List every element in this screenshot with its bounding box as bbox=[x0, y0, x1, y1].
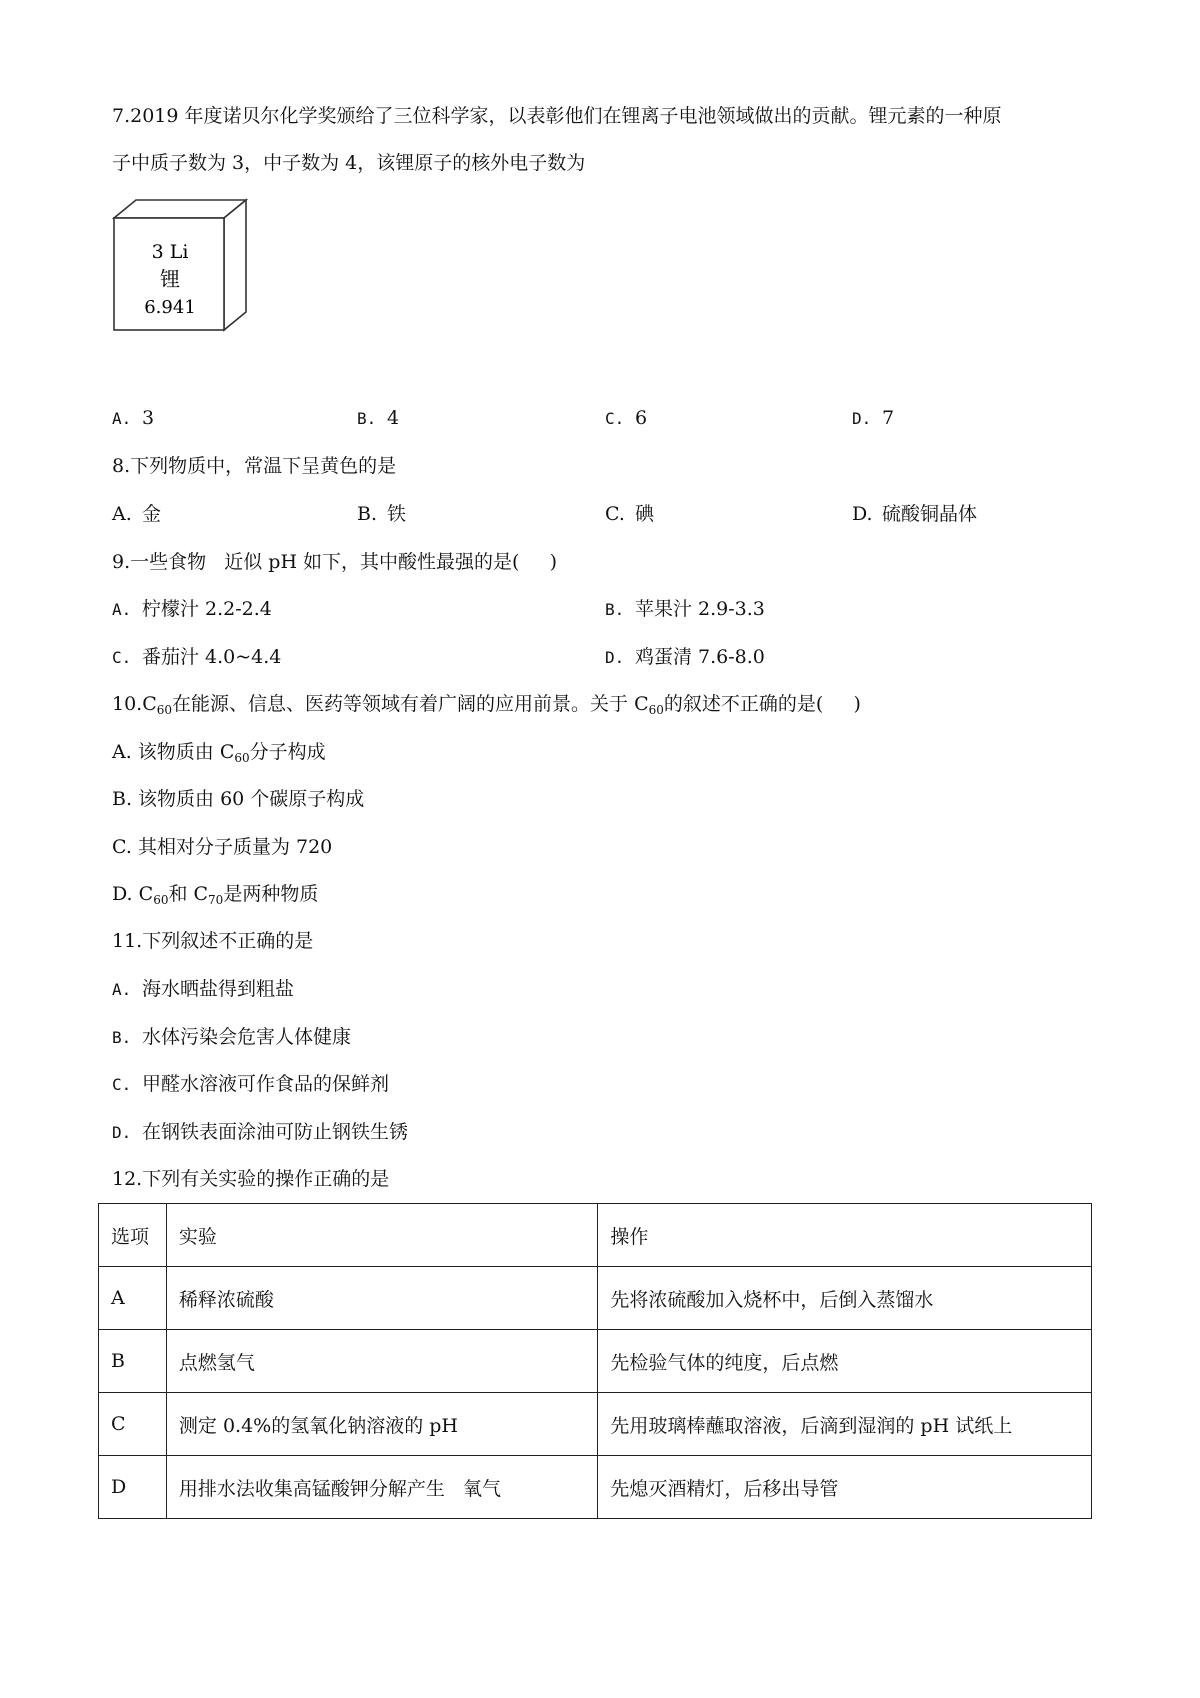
row-option: B bbox=[99, 1330, 167, 1393]
table-header-row bbox=[99, 1204, 1092, 1267]
q11-option-c[interactable]: C. 甲醛水溶液可作食品的保鲜剂 bbox=[112, 1073, 390, 1095]
row-experiment: 用排水法收集高锰酸钾分解产生 氧气 bbox=[166, 1456, 597, 1519]
q7-option-c[interactable]: C. 6 bbox=[605, 407, 648, 429]
q8-option-b[interactable]: B. 铁 bbox=[357, 503, 407, 525]
q7-option-b[interactable]: B. 4 bbox=[357, 407, 400, 429]
q9-option-a[interactable]: A. 柠檬汁 2.2-2.4 bbox=[112, 598, 272, 620]
row-option: D bbox=[99, 1456, 167, 1519]
q7-stem-line2: 子中质子数为 3，中子数为 4，该锂原子的核外电子数为 bbox=[112, 152, 586, 174]
row-experiment: 测定 0.4%的氢氧化钠溶液的 pH bbox=[166, 1393, 597, 1456]
q10-option-c[interactable]: C. 其相对分子质量为 720 bbox=[112, 836, 333, 858]
row-option: C bbox=[99, 1393, 167, 1456]
q11-stem: 11.下列叙述不正确的是 bbox=[112, 930, 314, 952]
table-row[interactable] bbox=[99, 1456, 1092, 1519]
element-mass: 6.941 bbox=[144, 297, 196, 318]
lithium-element-cube bbox=[108, 196, 253, 336]
q9-option-c[interactable]: C. 番茄汁 4.0~4.4 bbox=[112, 646, 282, 668]
q9-option-d[interactable]: D. 鸡蛋清 7.6-8.0 bbox=[605, 646, 765, 668]
table-row[interactable] bbox=[99, 1393, 1092, 1456]
header-option: 选项 bbox=[99, 1204, 167, 1267]
q12-stem: 12.下列有关实验的操作正确的是 bbox=[112, 1168, 390, 1190]
q7-option-a[interactable]: A. 3 bbox=[112, 407, 155, 429]
q7-option-d[interactable]: D. 7 bbox=[852, 407, 895, 429]
row-experiment: 点燃氢气 bbox=[166, 1330, 597, 1393]
q8-stem: 8.下列物质中，常温下呈黄色的是 bbox=[112, 455, 397, 477]
element-name: 锂 bbox=[160, 267, 180, 291]
q10-option-b[interactable]: B. 该物质由 60 个碳原子构成 bbox=[112, 788, 365, 810]
experiment-table bbox=[98, 1203, 1092, 1519]
row-experiment: 稀释浓硫酸 bbox=[166, 1267, 597, 1330]
row-option: A bbox=[99, 1267, 167, 1330]
q11-option-b[interactable]: B. 水体污染会危害人体健康 bbox=[112, 1026, 352, 1048]
table-row[interactable] bbox=[99, 1330, 1092, 1393]
q11-option-d[interactable]: D. 在钢铁表面涂油可防止钢铁生锈 bbox=[112, 1121, 409, 1143]
q10-option-a[interactable]: A. 该物质由 $C_{60}$分子构成 bbox=[112, 741, 326, 765]
q7-stem-line1: 7.2019 年度诺贝尔化学奖颁给了三位科学家，以表彰他们在锂离子电池领域做出的贡献。锂元素的一种原 bbox=[112, 105, 1002, 127]
q11-option-a[interactable]: A. 海水晒盐得到粗盐 bbox=[112, 978, 295, 1000]
q10-option-d[interactable]: D. $C_{60}$和 $C_{70}$是两种物质 bbox=[112, 883, 319, 907]
row-operation: 先检验气体的纯度，后点燃 bbox=[598, 1330, 1092, 1393]
element-number-symbol: 3 Li bbox=[151, 241, 189, 263]
q9-option-b[interactable]: B. 苹果汁 2.9-3.3 bbox=[605, 598, 765, 620]
header-experiment: 实验 bbox=[166, 1204, 597, 1267]
row-operation: 先用玻璃棒蘸取溶液，后滴到湿润的 pH 试纸上 bbox=[598, 1393, 1092, 1456]
q9-stem: 9.一些食物 近似 pH 如下，其中酸性最强的是( ) bbox=[112, 551, 558, 573]
header-operation: 操作 bbox=[598, 1204, 1092, 1267]
table-row[interactable] bbox=[99, 1267, 1092, 1330]
q8-option-d[interactable]: D. 硫酸铜晶体 bbox=[852, 503, 978, 525]
q10-stem: $10.C_{60}$在能源、信息、医药等领域有着广阔的应用前景。关于 $C_{60}$的叙述不正确的是( ) bbox=[112, 693, 861, 717]
row-operation: 先将浓硫酸加入烧杯中，后倒入蒸馏水 bbox=[598, 1267, 1092, 1330]
q8-option-c[interactable]: C. 碘 bbox=[605, 503, 655, 525]
q8-option-a[interactable]: A. 金 bbox=[112, 503, 162, 525]
row-operation: 先熄灭酒精灯，后移出导管 bbox=[598, 1456, 1092, 1519]
